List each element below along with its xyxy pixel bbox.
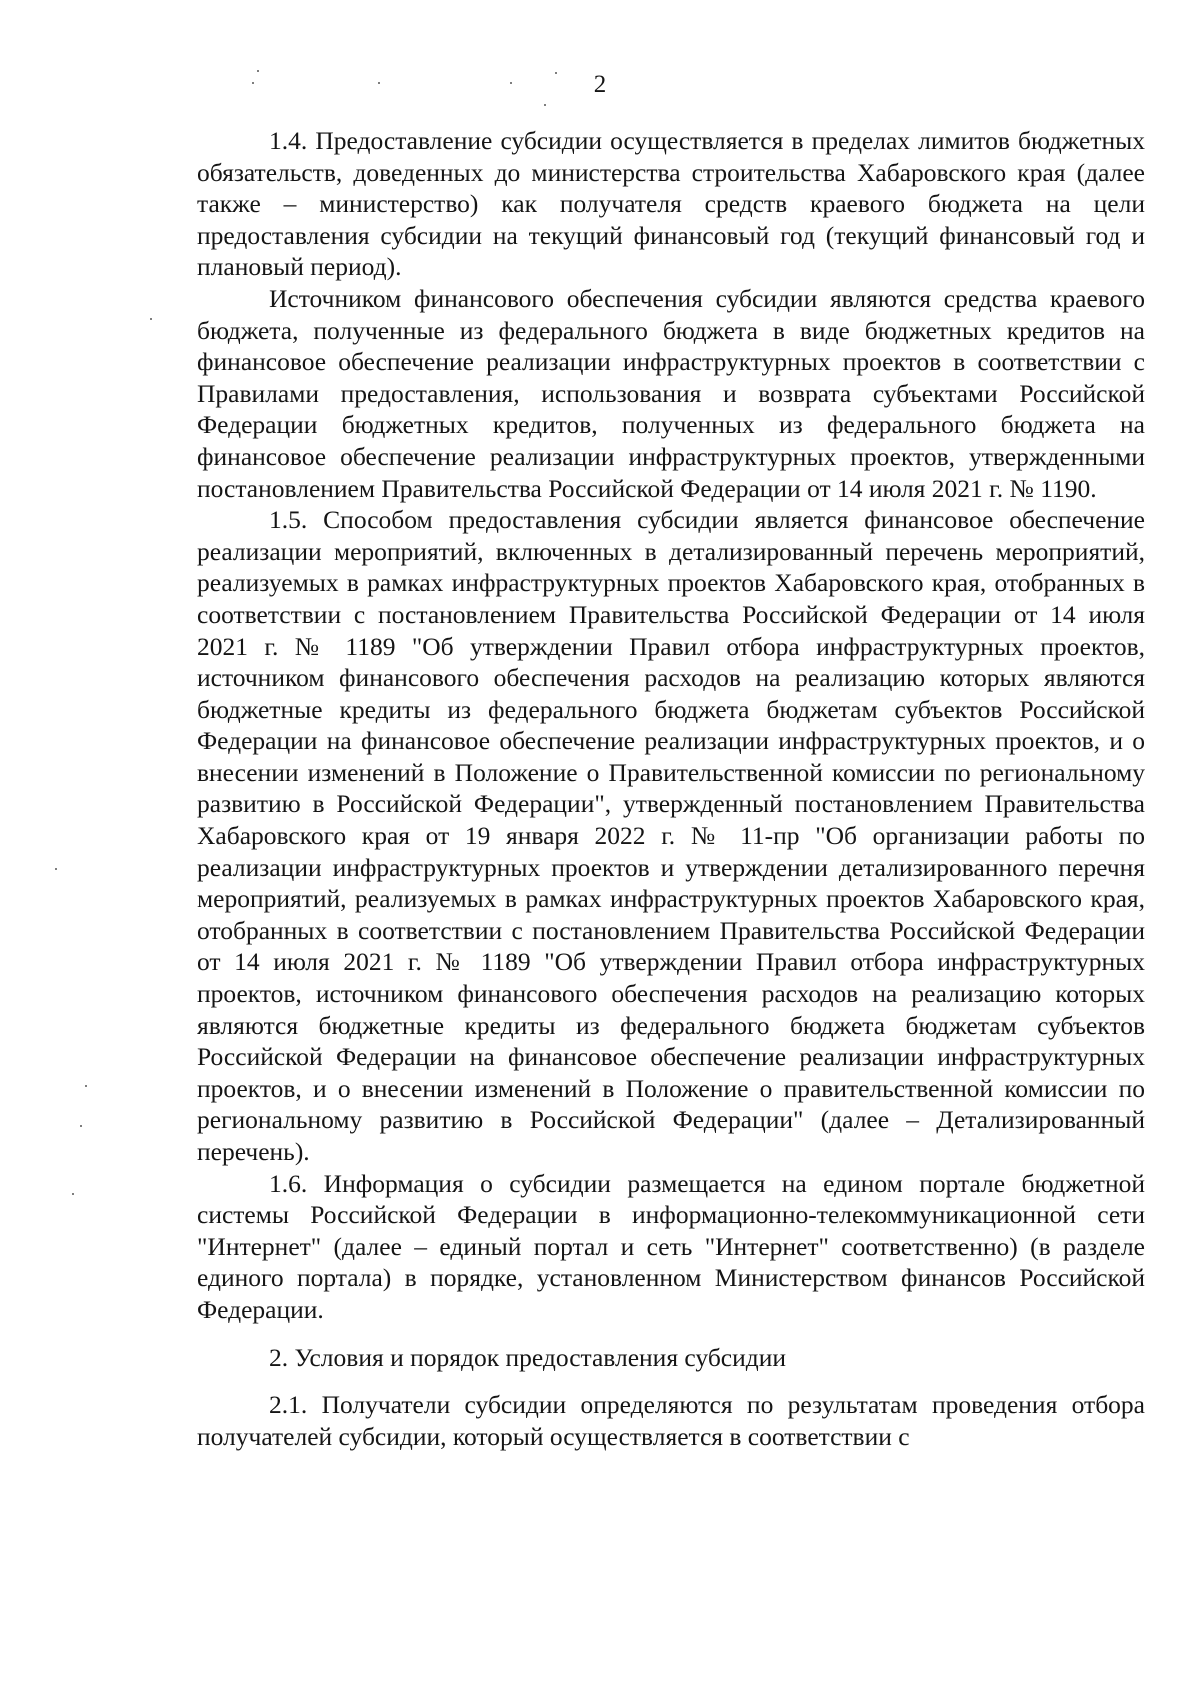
scan-speck: [80, 1125, 82, 1127]
scan-speck: [55, 868, 57, 870]
page-number: 2: [593, 71, 607, 98]
paragraph-1-5: 1.5. Способом предоставления субсидии является финансовое обеспечение реализации мероприятий, включенных в детализированный перечень мероприятий, реализуемых в рамках инфраструктурных проектов Хабаровского края, отобранных в соответствии с постановлением Правительства Российской Федерации от 14 июля 2021 г. № 1189 "Об утверждении Правил отбора инфраструктурных проектов, источником финансового обеспечения расходов на реализацию которых являются бюджетные кредиты из федерального бюджета бюджетам субъектов Российской Федерации на финансовое обеспечение реализации инфраструктурных проектов, и о внесении изменений в Положение о Правительственной комиссии по региональному развитию в Российской Федерации", утвержденный постановлением Правительства Хабаровского края от 19 января 2022 г. № 11-пр "Об организации работы по реализации инфраструктурных проектов и утверждении детализированного перечня мероприятий, реализуемых в рамках инфраструктурных проектов Хабаровского края, отобранных в соответствии с постановлением Правительства Российской Федерации от 14 июля 2021 г. № 1189 "Об утверждении Правил отбора инфраструктурных проектов, источником финансового обеспечения расходов на реализацию которых являются бюджетные кредиты из федерального бюджета бюджетам субъектов Российской Федерации на финансовое обеспечение реализации инфраструктурных проектов, и о внесении изменений в Положение о правительственной комиссии по региональному развитию в Российской Федерации" (далее – Детализированный перечень).: [197, 505, 1145, 1166]
scan-speck: [85, 1085, 87, 1087]
section-heading-2: 2. Условия и порядок предоставления субсидии: [269, 1342, 787, 1372]
scan-speck: [72, 1193, 74, 1195]
paragraph-funding-source: Источником финансового обеспечения субсидии являются средства краевого бюджета, полученные из федерального бюджета в виде бюджетных кредитов на финансовое обеспечение реализации инфраструктурных проектов в соответствии с Правилами предоставления, использования и возврата субъектами Российской Федерации бюджетных кредитов, полученных из федерального бюджета на финансовое обеспечение реализации инфраструктурных проектов, утвержденными постановлением Правительства Российской Федерации от 14 июля 2021 г. № 1190.: [197, 283, 1145, 503]
paragraph-2-1: 2.1. Получатели субсидии определяются по результатам проведения отбора получателей субсидии, который осуществляется в соответствии с: [197, 1390, 1145, 1451]
scan-speck: [544, 104, 546, 106]
paragraph-1-6: 1.6. Информация о субсидии размещается на едином портале бюджетной системы Российской Федерации в информационно-телекоммуникационной сети "Интернет" (далее – единый портал и сеть "Интернет" соответственно) (в разделе единого портала) в порядке, установленном Министерством финансов Российской Федерации.: [197, 1168, 1145, 1324]
document-body: [197, 125, 1145, 1452]
scan-speck: [150, 318, 152, 320]
paragraph-1-4: 1.4. Предоставление субсидии осуществляется в пределах лимитов бюджетных обязательств, доведенных до министерства строительства Хабаровского края (далее также – министерство) как получателя средств краевого бюджета на цели предоставления субсидии на текущий финансовый год (текущий финансовый год и плановый период).: [197, 126, 1145, 282]
